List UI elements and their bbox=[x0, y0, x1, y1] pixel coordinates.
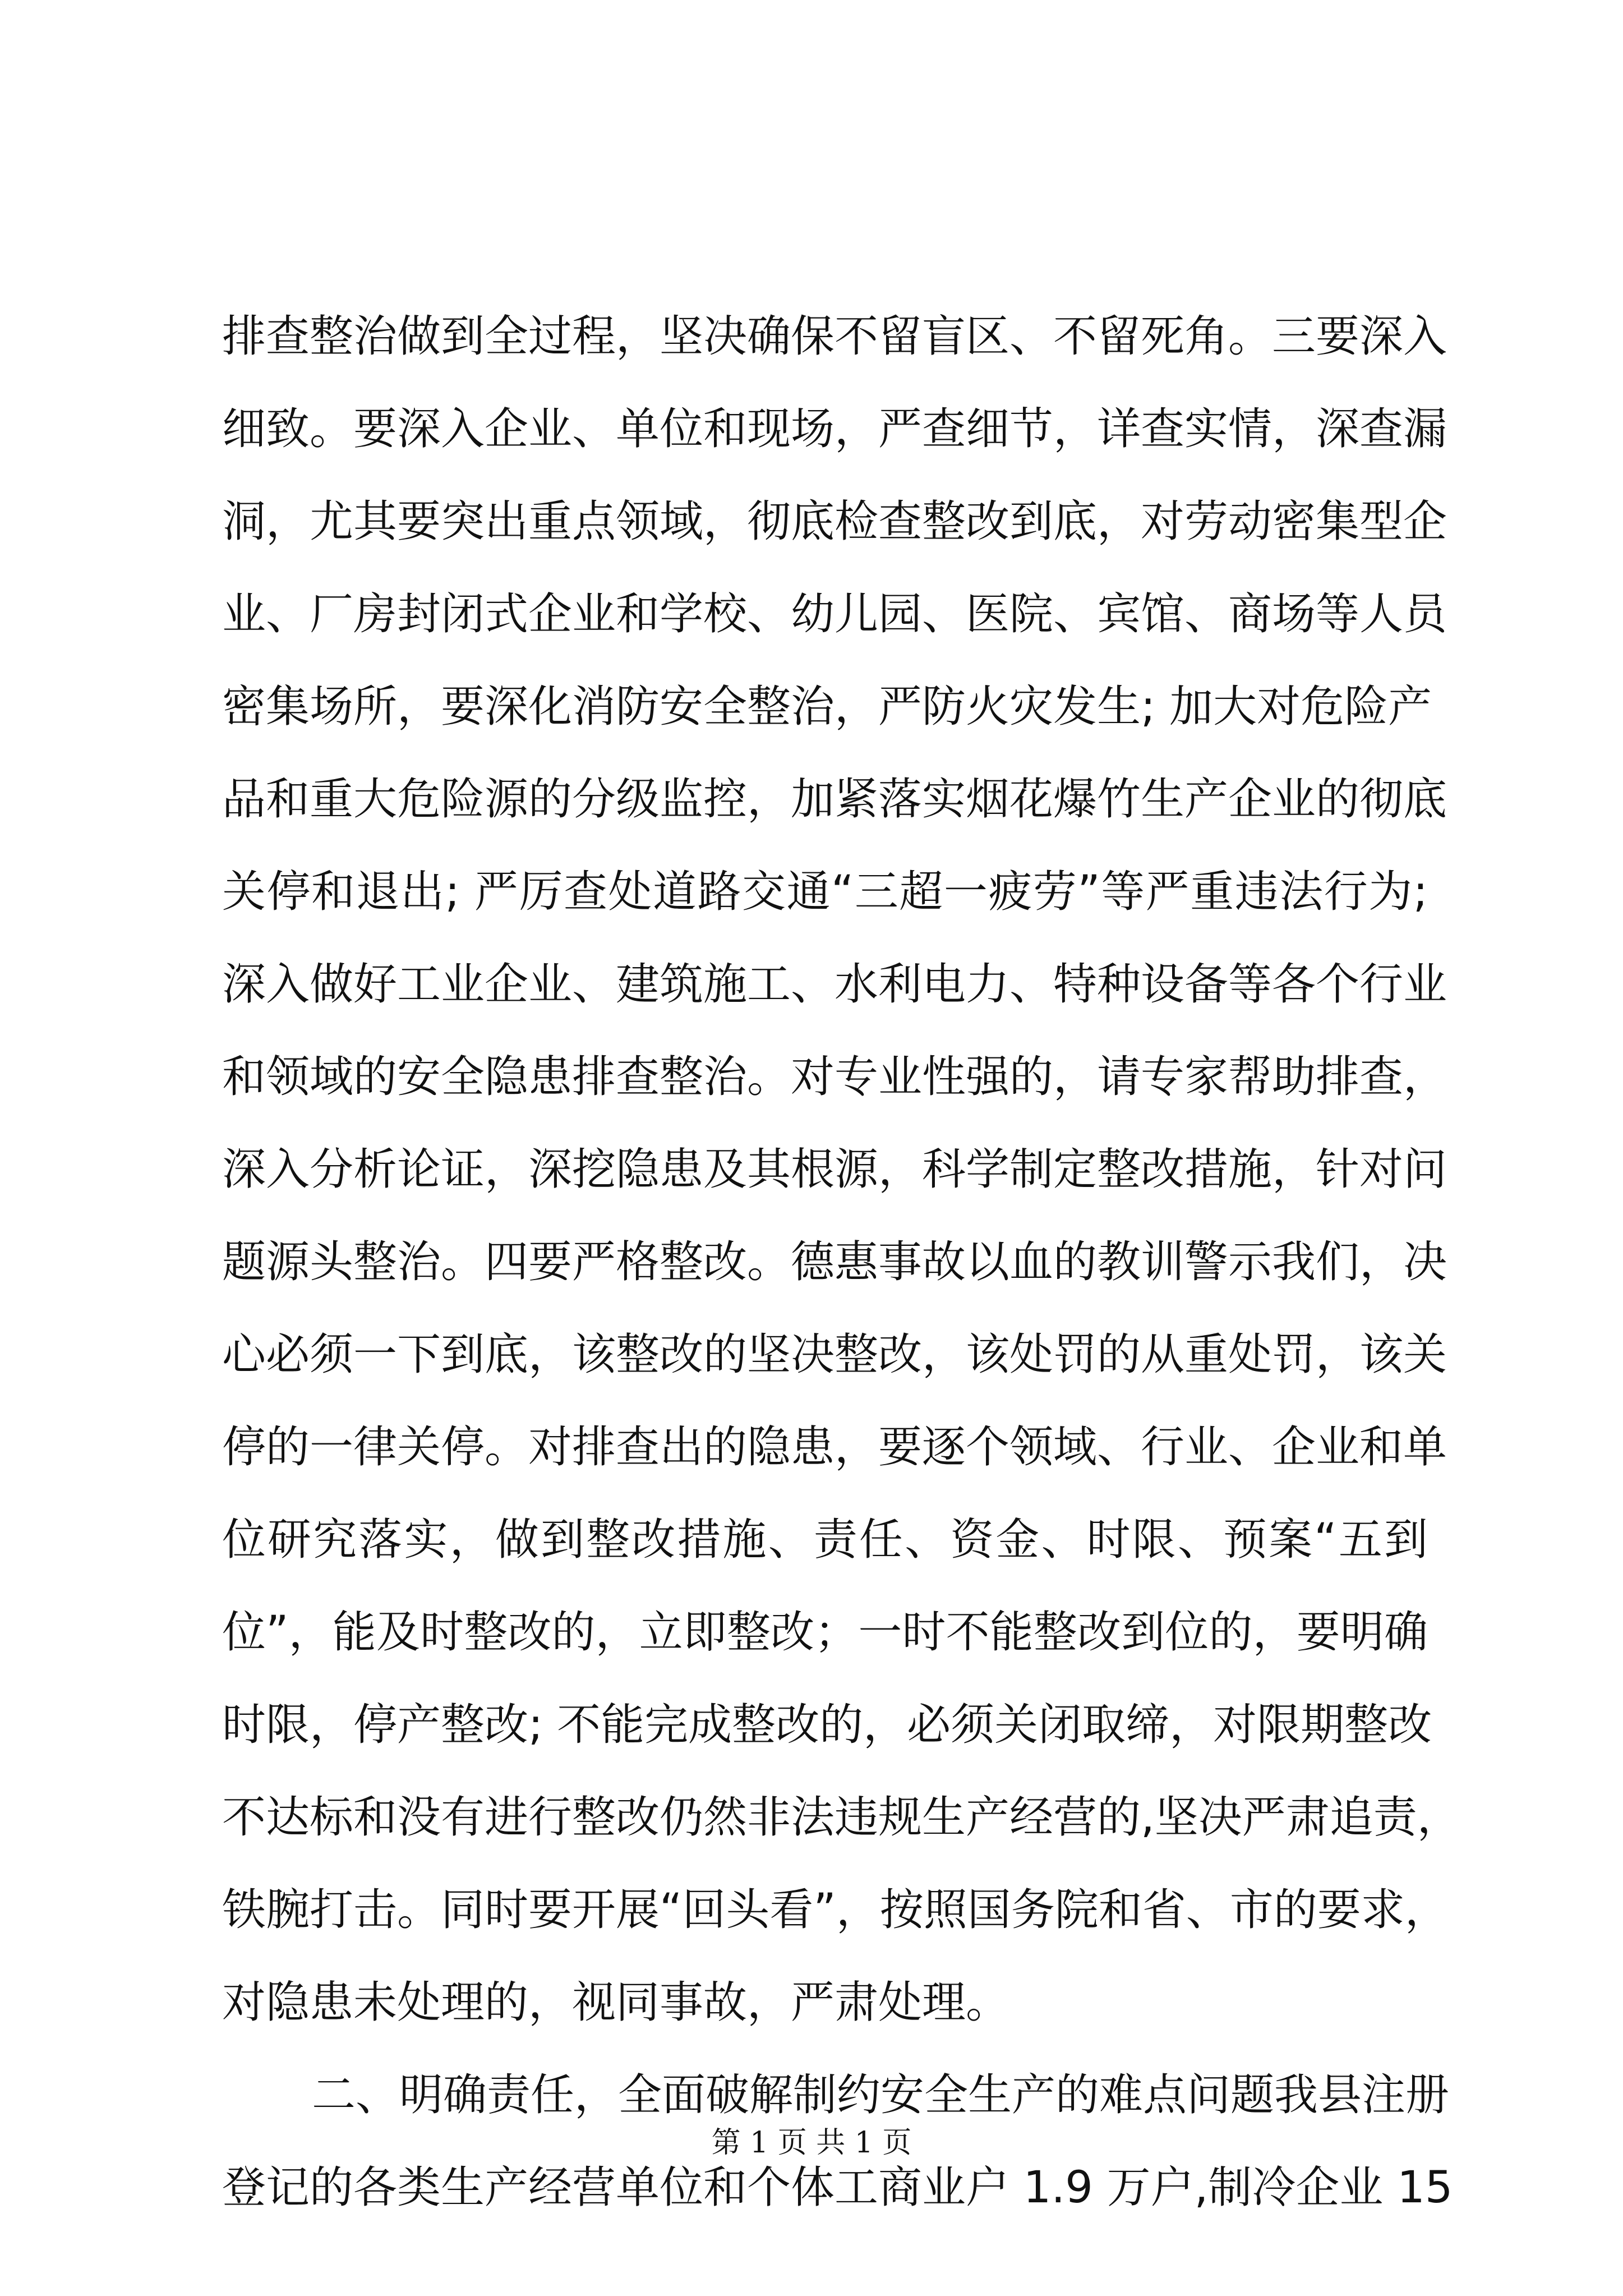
text-line: 关停和退出; 严厉查处道路交通“三超一疲劳”等严重违法行为; bbox=[222, 867, 1428, 917]
text-line: 位研究落实，做到整改措施、责任、资金、时限、预案“五到 bbox=[222, 1515, 1428, 1565]
text-line: 题源头整治。四要严格整改。德惠事故以血的教训警示我们，决 bbox=[222, 1237, 1447, 1287]
section-heading-line: 二、明确责任，全面破解制约安全生产的难点问题我县注册 bbox=[312, 2070, 1450, 2120]
text-line: 密集场所，要深化消防安全整治，严防火灾发生; 加大对危险产 bbox=[222, 682, 1432, 732]
text-line: 洞，尤其要突出重点领域，彻底检查整改到底，对劳动密集型企 bbox=[222, 496, 1447, 547]
text-line: 排查整治做到全过程，坚决确保不留盲区、不留死角。三要深入 bbox=[222, 311, 1447, 362]
text-line: 细致。要深入企业、单位和现场，严查细节，详查实情，深查漏 bbox=[222, 404, 1447, 454]
text-line: 不达标和没有进行整改仍然非法违规生产经营的,坚决严肃追责， bbox=[222, 1792, 1461, 1843]
text-line: 和领域的安全隐患排查整治。对专业性强的，请专家帮助排查， bbox=[222, 1052, 1447, 1102]
text-line: 时限，停产整改; 不能完成整改的，必须关闭取缔，对限期整改 bbox=[222, 1700, 1432, 1750]
text-line: 铁腕打击。同时要开展“回头看”，按照国务院和省、市的要求， bbox=[222, 1885, 1449, 1935]
text-line: 对隐患未处理的，视同事故，严肃处理。 bbox=[222, 1977, 1010, 2028]
page-footer: 第 1 页 共 1 页 bbox=[711, 2126, 912, 2160]
text-line: 停的一律关停。对排查出的隐患，要逐个领域、行业、企业和单 bbox=[222, 1422, 1447, 1473]
text-line: 业、厂房封闭式企业和学校、幼儿园、医院、宾馆、商场等人员 bbox=[222, 589, 1447, 639]
body-text bbox=[222, 291, 1461, 2234]
text-line: 品和重大危险源的分级监控，加紧落实烟花爆竹生产企业的彻底 bbox=[222, 774, 1447, 825]
text-line: 深入做好工业企业、建筑施工、水利电力、特种设备等各个行业 bbox=[222, 959, 1447, 1010]
text-line: 位”，能及时整改的，立即整改；一时不能整改到位的，要明确 bbox=[222, 1607, 1428, 1658]
text-line: 心必须一下到底，该整改的坚决整改，该处罚的从重处罚，该关 bbox=[222, 1329, 1447, 1380]
text-line: 深入分析论证，深挖隐患及其根源，科学制定整改措施，针对问 bbox=[222, 1144, 1447, 1195]
text-line: 登记的各类生产经营单位和个体工商业户 1.9 万户,制冷企业 15 bbox=[222, 2162, 1453, 2213]
